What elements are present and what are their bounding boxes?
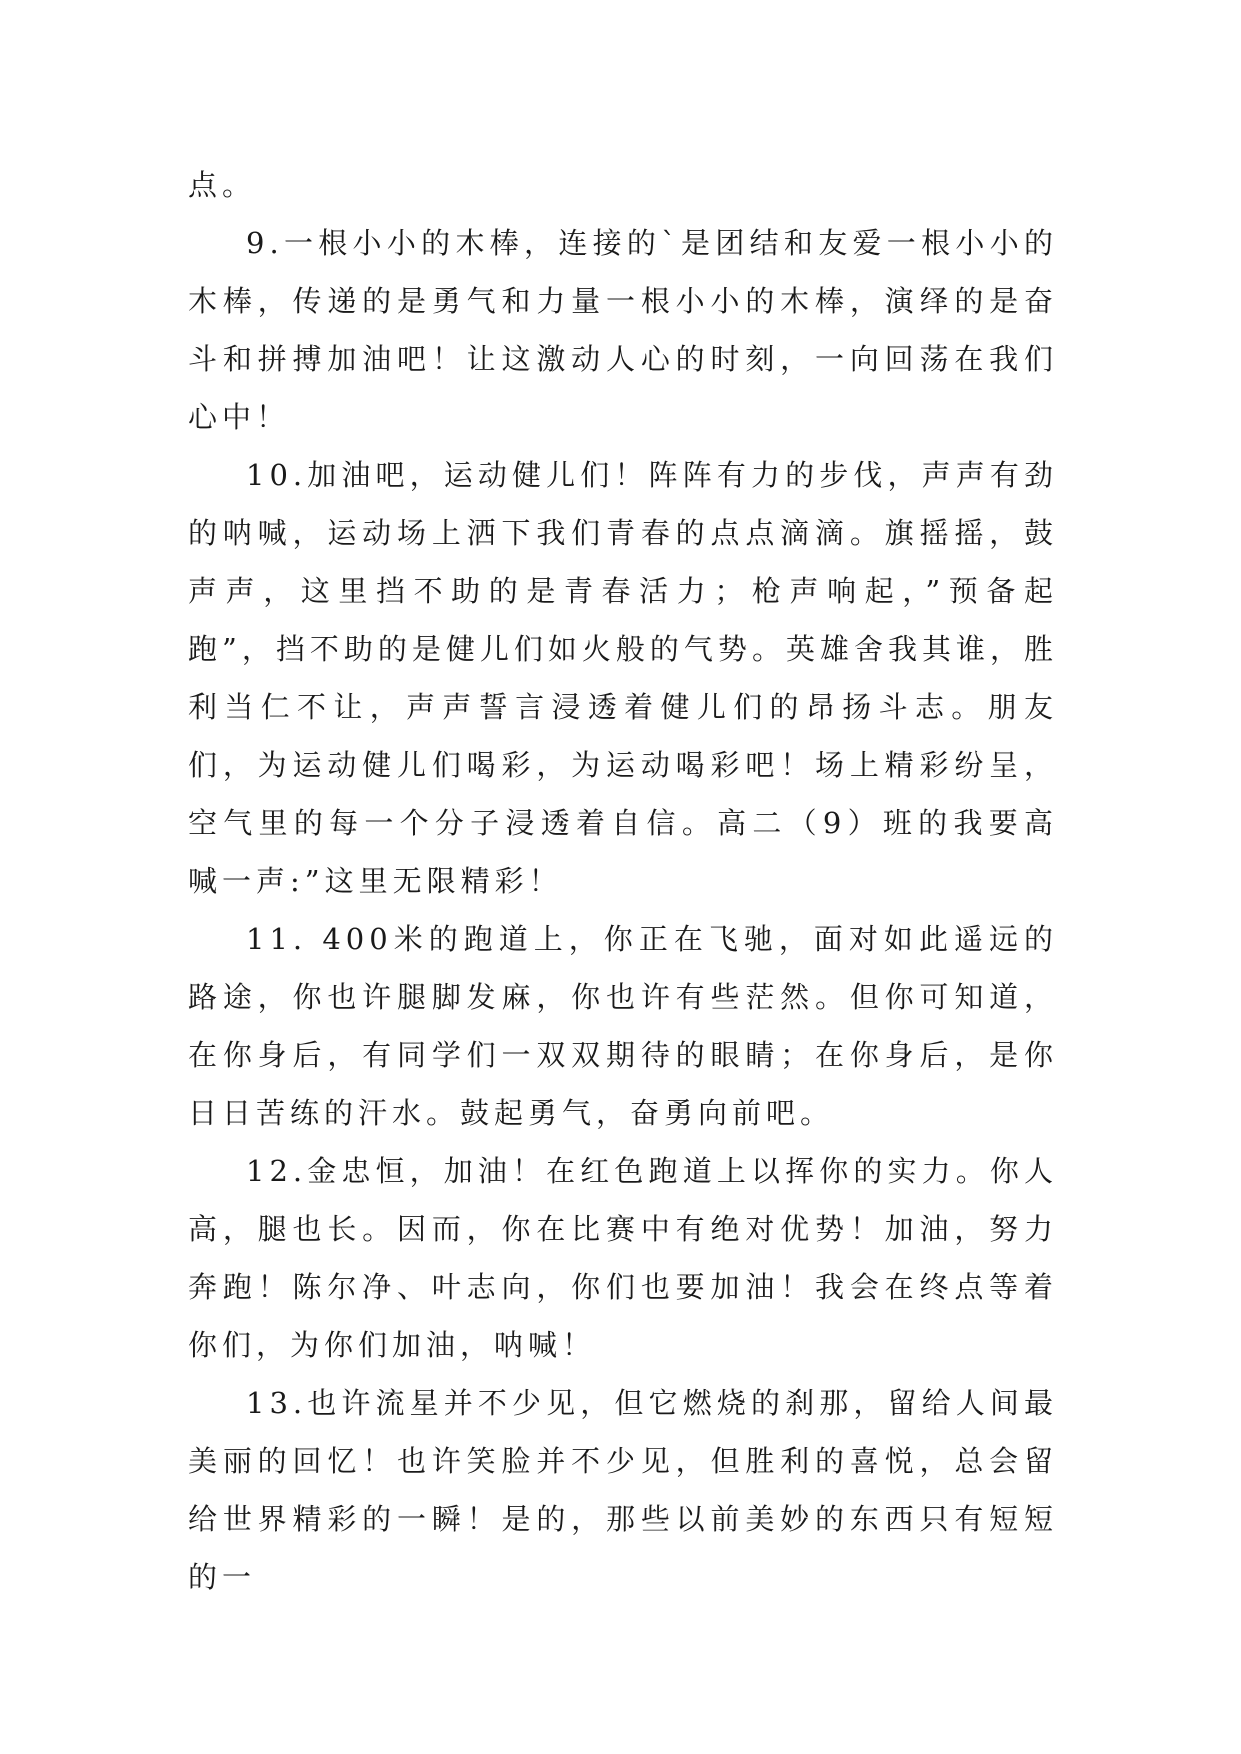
paragraph-item-9: 9.一根小小的木棒，连接的`是团结和友爱一根小小的木棒，传递的是勇气和力量一根小小的木棒，演绎的是奋斗和拼搏加油吧！让这激动人心的时刻，一向回荡在我们心中！ <box>188 226 1058 434</box>
paragraph-item-12: 12.金忠恒，加油！在红色跑道上以挥你的实力。你人高，腿也长。因而，你在比赛中有绝对优势！加油，努力奔跑！陈尔净、叶志向，你们也要加油！我会在终点等着你们，为你们加油，呐喊！ <box>188 1154 1058 1362</box>
paragraph-continuation: 点。 <box>188 168 257 202</box>
document-body <box>188 156 1058 1606</box>
paragraph-item-13: 13.也许流星并不少见，但它燃烧的刹那，留给人间最美丽的回忆！也许笑脸并不少见，但胜利的喜悦，总会留给世界精彩的一瞬！是的，那些以前美妙的东西只有短短的一 <box>188 1386 1058 1594</box>
paragraph-item-11: 11. 400米的跑道上，你正在飞驰，面对如此遥远的路途，你也许腿脚发麻，你也许有些茫然。但你可知道，在你身后，有同学们一双双期待的眼睛；在你身后，是你日日苦练的汗水。鼓起勇气，奋勇向前吧。 <box>188 922 1058 1130</box>
paragraph-item-10: 10.加油吧，运动健儿们！阵阵有力的步伐，声声有劲的呐喊，运动场上洒下我们青春的点点滴滴。旗摇摇，鼓声声，这里挡不助的是青春活力；枪声响起，”预备起跑”，挡不助的是健儿们如火般的气势。英雄舍我其谁，胜利当仁不让，声声誓言浸透着健儿们的昂扬斗志。朋友们，为运动健儿们喝彩，为运动喝彩吧！场上精彩纷呈，空气里的每一个分子浸透着自信。高二（9）班的我要高喊一声:”这里无限精彩！ <box>188 458 1058 898</box>
